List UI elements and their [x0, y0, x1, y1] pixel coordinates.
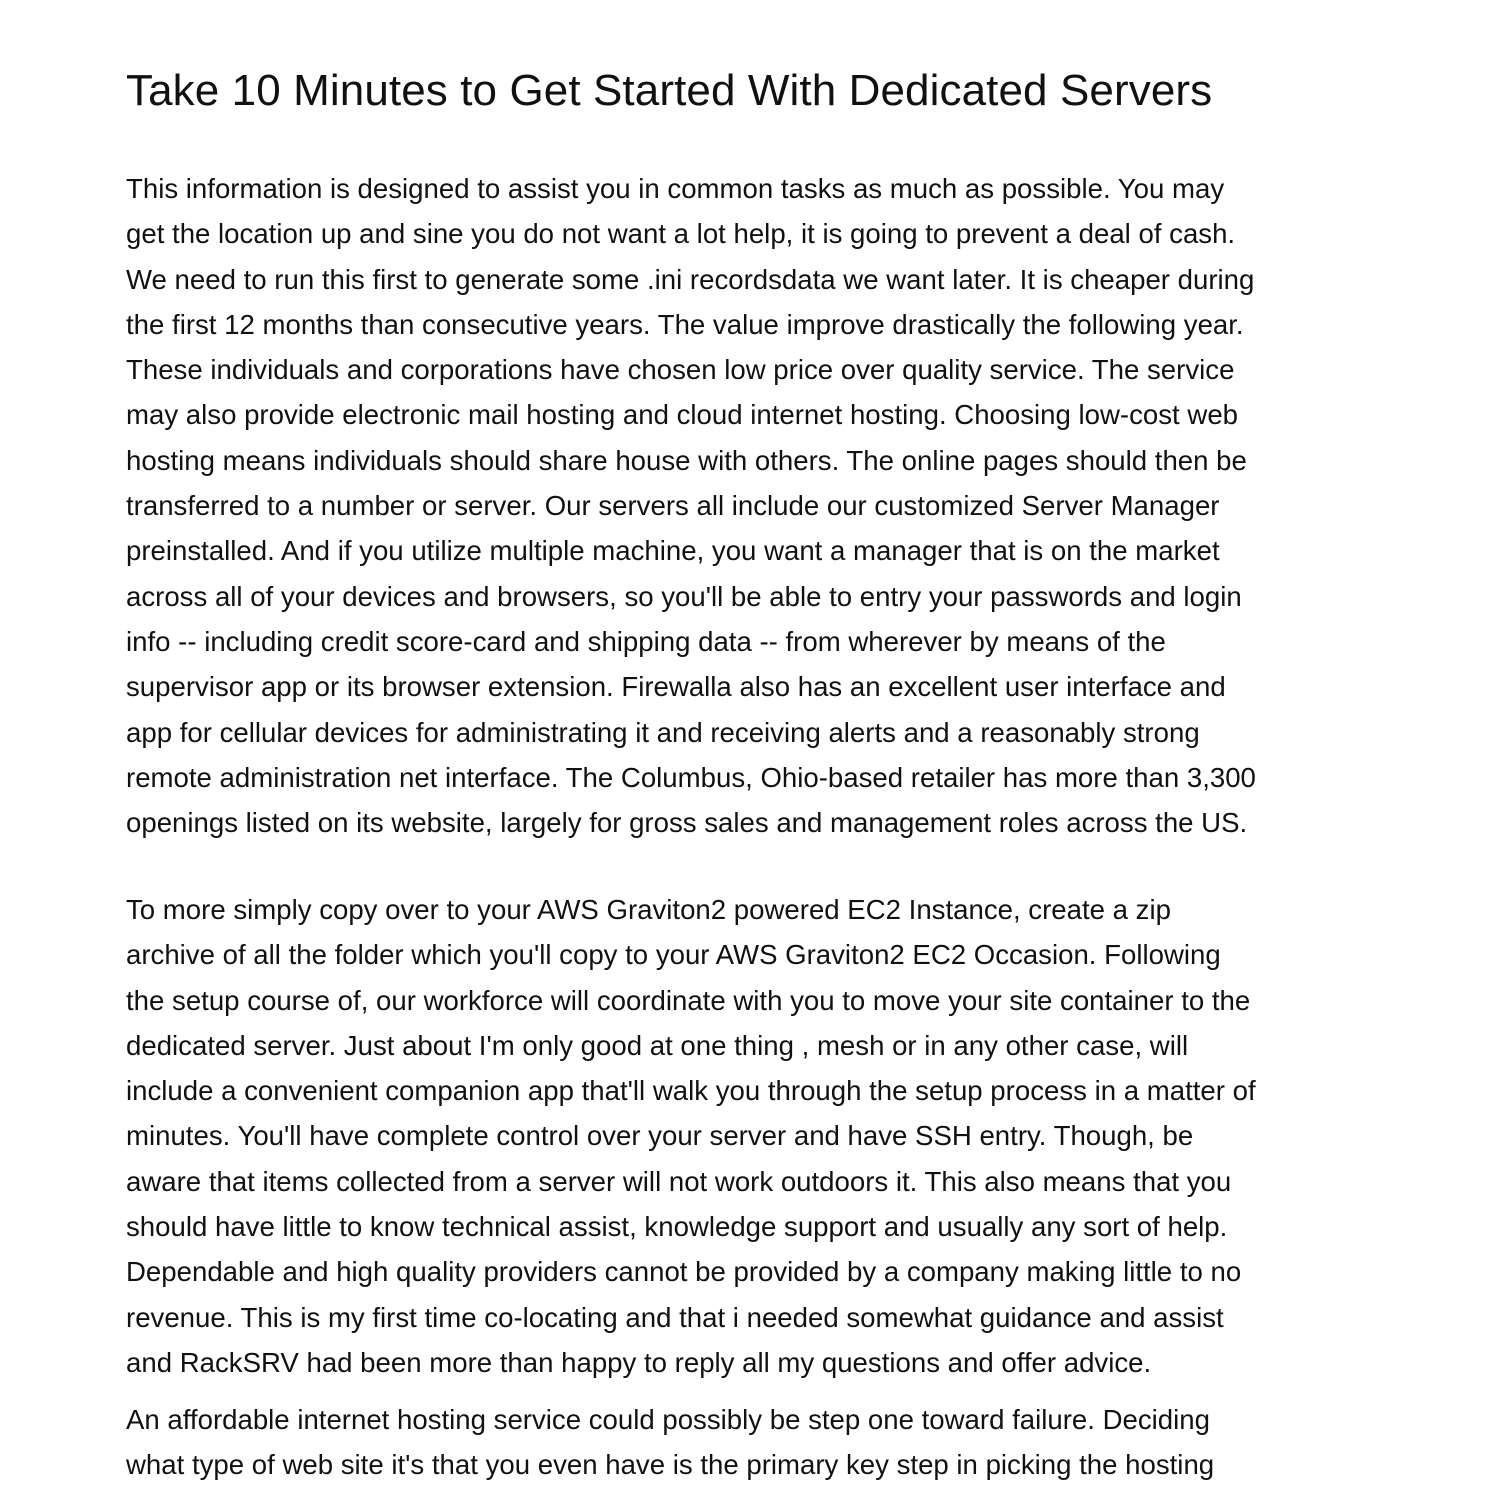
- text-line: An affordable internet hosting service could possibly be step one toward failure. Deciding: [126, 1404, 1210, 1435]
- text-line: These individuals and corporations have chosen low price over quality service. The service: [126, 354, 1235, 386]
- text-line: minutes. You'll have complete control over your server and have SSH entry. Though, be: [126, 1120, 1194, 1152]
- text-line: preinstalled. And if you utilize multiple machine, you want a manager that is on the market: [126, 535, 1220, 567]
- text-line: should have little to know technical assist, knowledge support and usually any sort of help.: [126, 1211, 1228, 1243]
- document-title: Take 10 Minutes to Get Started With Dedicated Servers: [126, 66, 1213, 115]
- text-line: remote administration net interface. The Columbus, Ohio-based retailer has more than 3,300: [126, 761, 1256, 793]
- text-line: Dependable and high quality providers cannot be provided by a company making little to no: [126, 1256, 1242, 1288]
- text-line: get the location up and sine you do not want a lot help, it is going to prevent a deal of cash.: [126, 218, 1236, 250]
- text-line: aware that items collected from a server will not work outdoors it. This also means that you: [126, 1165, 1232, 1197]
- text-line: and RackSRV had been more than happy to reply all my questions and offer advice.: [126, 1346, 1152, 1378]
- text-line: supervisor app or its browser extension. Firewalla also has an excellent user interface and: [126, 671, 1226, 703]
- paragraph-1: [126, 166, 1256, 845]
- paragraph-2: [126, 887, 1256, 1385]
- text-line: openings listed on its website, largely for gross sales and management roles across the US.: [126, 807, 1248, 839]
- text-line: dedicated server. Just about I'm only good at one thing , mesh or in any other case, will: [126, 1029, 1189, 1061]
- text-line: transferred to a number or server. Our servers all include our customized Server Manager: [126, 490, 1220, 522]
- text-line: include a convenient companion app that'll walk you through the setup process in a matter of: [126, 1075, 1256, 1107]
- text-line: what type of web site it's that you even have is the primary key step in picking the hosting: [126, 1449, 1215, 1481]
- text-line: the setup course of, our workforce will coordinate with you to move your site container to the: [126, 984, 1251, 1016]
- paragraph-3: [126, 1397, 1214, 1488]
- text-line: may also provide electronic mail hosting and cloud internet hosting. Choosing low-cost web: [126, 399, 1239, 431]
- text-line: hosting means individuals should share house with others. The online pages should then be: [126, 444, 1247, 476]
- text-line: archive of all the folder which you'll copy to your AWS Graviton2 EC2 Occasion. Following: [126, 939, 1221, 971]
- text-line: revenue. This is my first time co-locating and that i needed somewhat guidance and assist: [126, 1301, 1224, 1333]
- text-line: This information is designed to assist you in common tasks as much as possible. You may: [126, 173, 1225, 204]
- text-line: across all of your devices and browsers, so you'll be able to entry your passwords and login: [126, 580, 1242, 612]
- text-line: app for cellular devices for administrating it and receiving alerts and a reasonably strong: [126, 716, 1200, 748]
- text-line: We need to run this first to generate some .ini recordsdata we want later. It is cheaper during: [126, 263, 1255, 295]
- text-line: To more simply copy over to your AWS Graviton2 powered EC2 Instance, create a zip: [126, 894, 1171, 925]
- text-line: the first 12 months than consecutive years. The value improve drastically the following year.: [126, 308, 1244, 340]
- text-line: info -- including credit score-card and shipping data -- from wherever by means of the: [126, 625, 1166, 657]
